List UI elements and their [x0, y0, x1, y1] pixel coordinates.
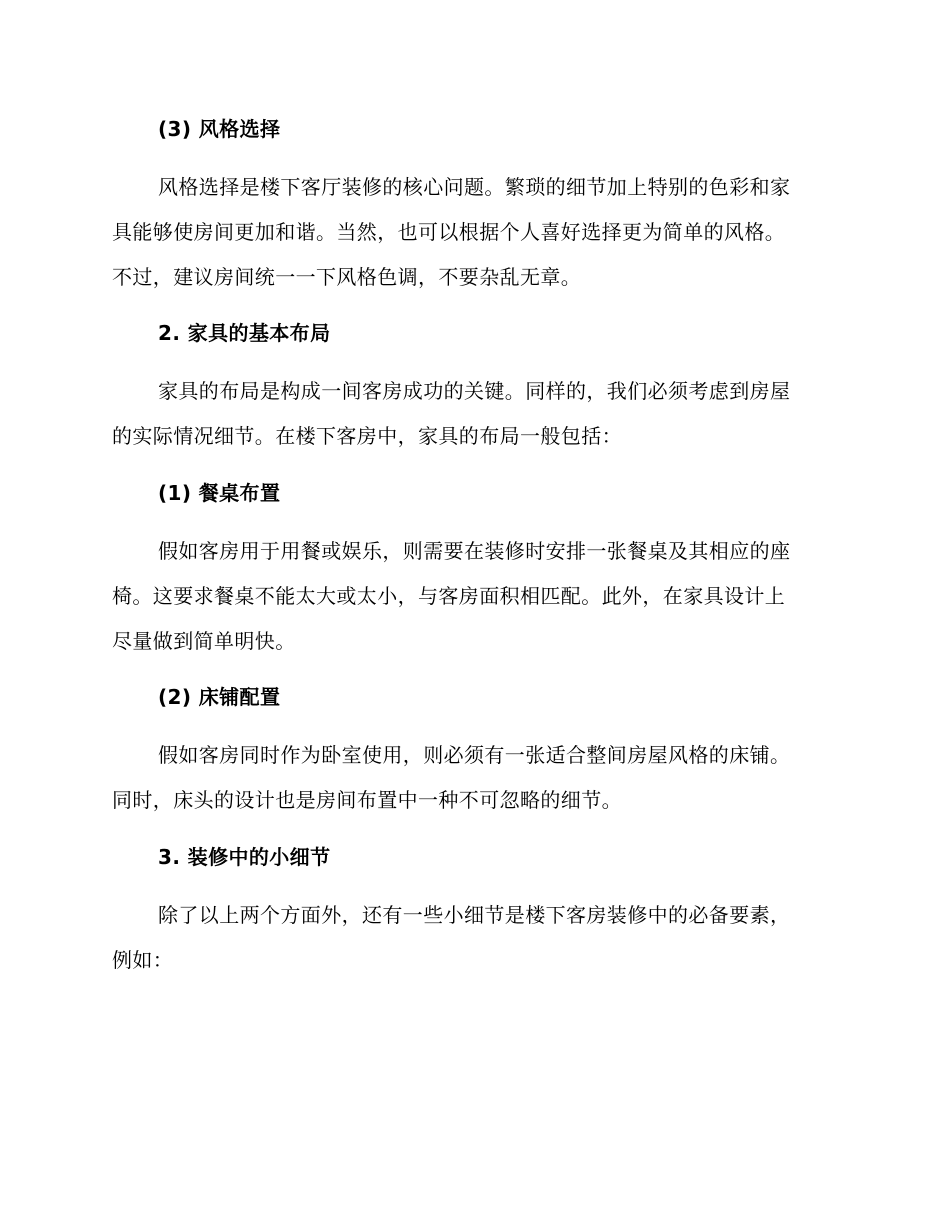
- paragraph-dining-line-3: 尽量做到简单明快。: [112, 629, 296, 653]
- heading-small-details: 3. 装修中的小细节: [158, 845, 331, 869]
- heading-furniture-layout: 2. 家具的基本布局: [158, 321, 331, 345]
- paragraph-dining-line-2: 椅。这要求餐桌不能太大或太小，与客房面积相匹配。此外，在家具设计上: [112, 584, 786, 608]
- paragraph-style-line-2: 具能够使房间更加和谐。当然，也可以根据个人喜好选择更为简单的风格。: [112, 220, 786, 244]
- heading-bed-configuration: (2) 床铺配置: [158, 685, 281, 709]
- paragraph-details-line-1: 除了以上两个方面外，还有一些小细节是楼下客房装修中的必备要素，: [158, 903, 791, 927]
- paragraph-style-line-3: 不过，建议房间统一一下风格色调，不要杂乱无章。: [112, 265, 582, 289]
- paragraph-bed-line-1: 假如客房同时作为卧室使用，则必须有一张适合整间房屋风格的床铺。: [158, 743, 791, 767]
- paragraph-furniture-line-2: 的实际情况细节。在楼下客房中，家具的布局一般包括：: [112, 424, 622, 448]
- paragraph-details-line-2: 例如：: [112, 948, 174, 972]
- paragraph-furniture-line-1: 家具的布局是构成一间客房成功的关键。同样的，我们必须考虑到房屋: [158, 379, 791, 403]
- paragraph-dining-line-1: 假如客房用于用餐或娱乐，则需要在装修时安排一张餐桌及其相应的座: [158, 539, 791, 563]
- paragraph-style-line-1: 风格选择是楼下客厅装修的核心问题。繁琐的细节加上特别的色彩和家: [158, 175, 791, 199]
- heading-style-selection: (3) 风格选择: [158, 117, 281, 141]
- paragraph-bed-line-2: 同时，床头的设计也是房间布置中一种不可忽略的细节。: [112, 788, 622, 812]
- heading-dining-table: (1) 餐桌布置: [158, 481, 281, 505]
